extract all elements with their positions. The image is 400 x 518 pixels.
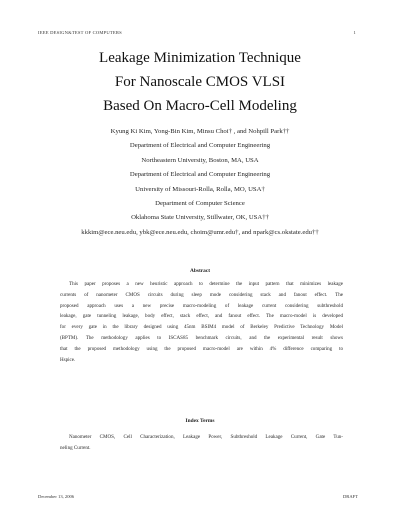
abstract-body	[60, 279, 343, 365]
page-footer	[38, 494, 358, 502]
affiliation-line: Department of Electrical and Computer Engineering	[129, 171, 271, 179]
index-terms-body	[60, 432, 343, 454]
affiliation-line: Oklahoma State University, Stillwater, OK, USA††	[131, 214, 269, 222]
affiliation-line: Department of Electrical and Computer Engineering	[129, 142, 271, 150]
index-terms-line: Nanometer CMOS, Cell Characterization, Leakage Power, Subthreshold Leakage Current, Gate Tun-	[69, 434, 343, 440]
title-line: Based On Macro-Cell Modeling	[103, 98, 297, 114]
abstract-line: (BPTM). The methodology applies to ISCAS85 benchmark circuits, and the experimental result shows	[60, 334, 343, 341]
abstract-line: leakage, gate tunneling leakage, body effect, stack effect, and fanout effect. The macro-model is developed	[60, 313, 343, 320]
index-terms-heading: Index Terms	[185, 418, 215, 424]
page-number: 1	[353, 30, 356, 35]
abstract-line: that the proposed methodology using the proposed macro-model are within 4% difference comparing to	[60, 345, 343, 352]
running-head	[38, 30, 356, 38]
journal-name: IEEE DESIGN&TEST OF COMPUTERS	[38, 30, 122, 35]
abstract-heading: Abstract	[189, 268, 211, 274]
title-line: Leakage Minimization Technique	[99, 50, 301, 66]
draft-label: DRAFT	[342, 494, 358, 499]
author-emails: kkkim@ece.neu.edu, ybk@ece.neu.edu, choim@umr.edu†, and npark@cs.okstate.edu††	[81, 228, 319, 236]
abstract-line: Hspice.	[60, 356, 76, 363]
abstract-line: proposed approach uses a new precise macro-modeling of leakage current considering subthreshold	[60, 302, 343, 309]
footer-date: December 13, 2006	[38, 494, 75, 499]
abstract-line: This paper proposes a new heuristic approach to determine the input pattern that minimizes leakage	[69, 281, 343, 287]
author-block	[0, 125, 400, 240]
paper-title	[0, 46, 400, 118]
title-line: For Nanoscale CMOS VLSI	[114, 74, 286, 90]
index-terms-line: neling Current.	[60, 444, 91, 451]
affiliation-line: University of Missouri-Rolla, Rolla, MO, USA†	[135, 185, 265, 193]
affiliation-line: Northeastern University, Boston, MA, USA	[141, 156, 259, 164]
abstract-line: currents of nanometer CMOS circuits during sleep mode considering stack and fanout effect. The	[60, 291, 343, 298]
affiliation-line: Department of Computer Science	[155, 200, 245, 208]
abstract-line: for every gate in the library designed using 45nm BSIM4 model of Berkeley Predictive Technology Model	[60, 324, 343, 331]
author-names: Kyung Ki Kim, Yong-Bin Kim, Minsu Choi† , and Nohpill Park††	[110, 128, 290, 135]
